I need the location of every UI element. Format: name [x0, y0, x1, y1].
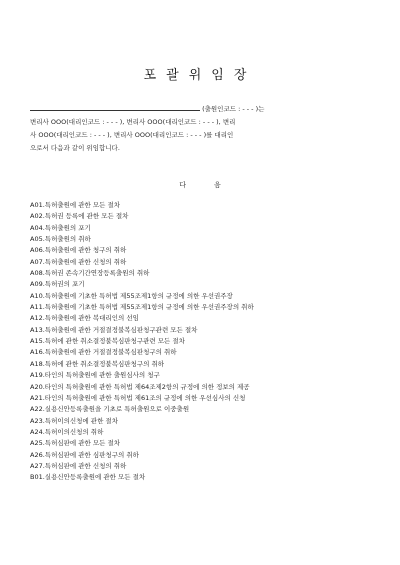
list-item: A07.특허출원에 관한 신청의 취하 — [30, 257, 127, 266]
list-item: A19.타인의 특허출원에 관한 출원심사의 청구 — [30, 371, 160, 380]
intro-line-3: 사 OOO(대리인코드 : - - - ), 변리사 OOO(대리인코드 : - - - )를 대리인 — [30, 131, 234, 139]
document-title: 포괄위임장 — [143, 68, 257, 83]
list-item: A02.특허권 등록에 관한 모든 절차 — [30, 212, 129, 221]
section-heading: 다음 — [179, 181, 249, 189]
list-item: A08.특허권 존속기간연장등록출원의 취하 — [30, 269, 150, 278]
intro-line-2: 변리사 OOO(대리인코드 : - - - ), 변리사 OOO(대리인코드 : - - - ), 변리 — [30, 118, 236, 126]
list-item: A13.특허출원에 관한 거절결정불복심판청구관련 모든 절차 — [30, 325, 198, 334]
list-item: A27.특허심판에 관한 신청의 취하 — [30, 461, 127, 470]
delegation-item-list — [30, 200, 380, 484]
intro-line-4: 으로서 다음과 같이 위임합니다. — [30, 144, 120, 152]
list-item: A04.특허출원의 포기 — [30, 223, 91, 232]
list-item: A21.타인의 특허출원에 관한 특허법 제61조의 규정에 의한 우선심사의 신청 — [30, 393, 246, 402]
list-item: A01.특허출원에 관한 모든 절차 — [30, 201, 121, 209]
list-item: A22.실용신안등록출원을 기초로 특허출원으로 이중출원 — [30, 405, 190, 414]
list-item: A12.특허출원에 관한 복대리인의 선임 — [30, 314, 139, 323]
list-item: A16.특허출원에 관한 거절결정불복심판청구의 취하 — [30, 348, 177, 357]
list-item: A06.특허출원에 관한 청구의 취하 — [30, 246, 127, 255]
list-item: A18.특허에 관한 취소결정불복심판청구의 취하 — [30, 359, 165, 368]
list-item: B01.실용신안등록출원에 관한 모든 절차 — [30, 473, 146, 482]
list-item: A10.특허출원에 기초한 특허법 제55조제1항의 규정에 의한 우선권주장 — [30, 291, 233, 300]
list-item: A09.특허권의 포기 — [30, 280, 85, 289]
list-item: A26.특허심판에 관한 심판청구의 취하 — [30, 450, 139, 459]
list-item: A11.특허출원에 기초한 특허법 제55조제1항의 규정에 의한 우선권주장의 취하 — [30, 303, 254, 312]
list-item: A20.타인의 특허출원에 관한 특허법 제64조제2항의 규정에 의한 정보의 제공 — [30, 382, 250, 391]
applicant-name-blank — [30, 103, 200, 111]
list-item: A05.특허출원의 취하 — [30, 235, 91, 244]
list-item: A24.특허이의신청의 취하 — [30, 427, 104, 436]
intro-line-1 — [30, 103, 375, 116]
list-item: A25.특허심판에 관한 모든 절차 — [30, 439, 121, 448]
intro-line-1-text: (출원인코드 : - - - )는 — [202, 105, 265, 113]
list-item: A23.특허이의신청에 관한 절차 — [30, 416, 118, 425]
list-item: A15.특허에 관한 취소결정불복심판청구관련 모든 절차 — [30, 337, 185, 346]
